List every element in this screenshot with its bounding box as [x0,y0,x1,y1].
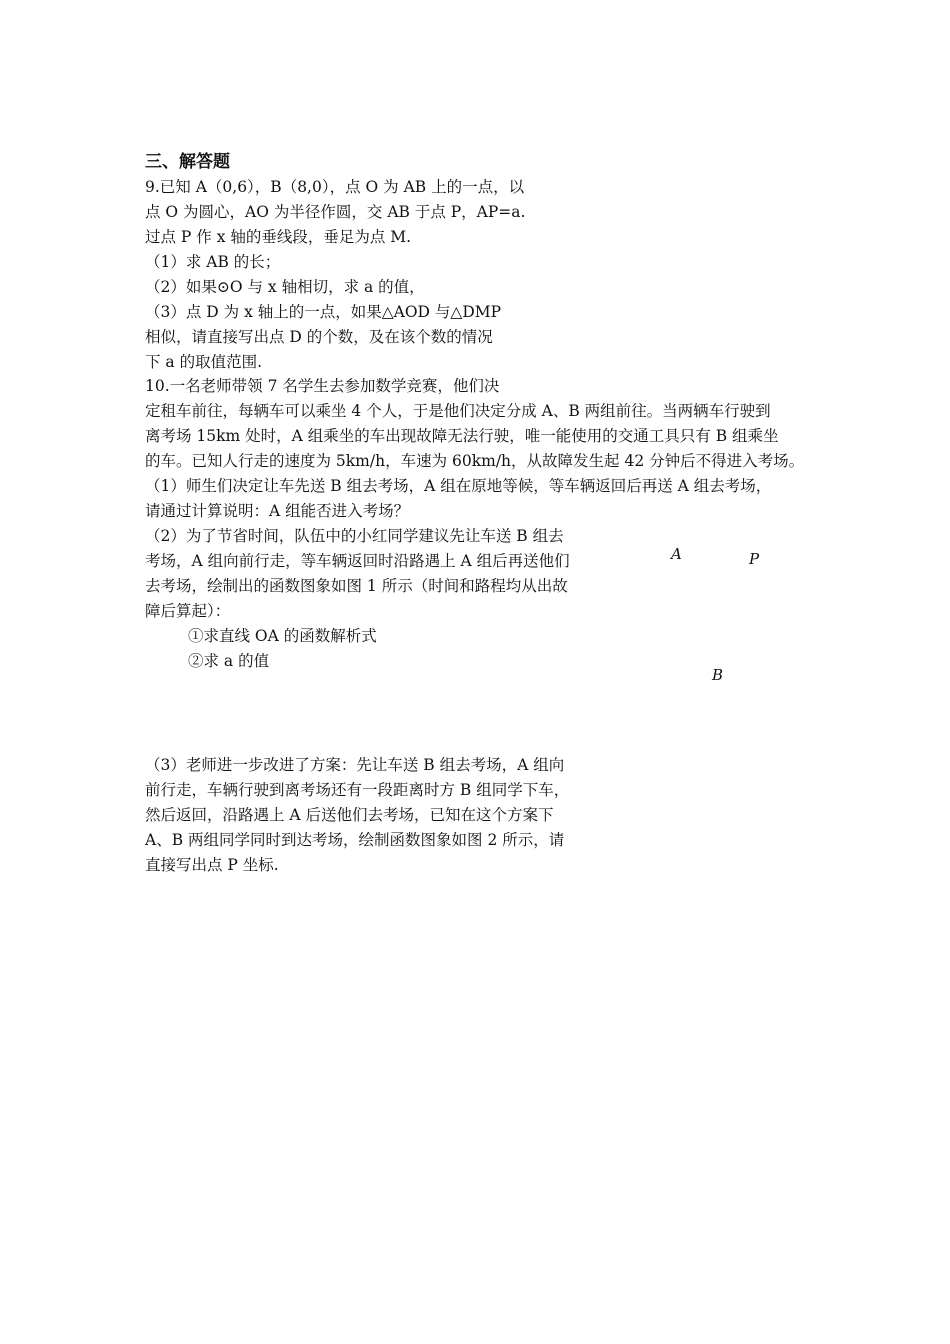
problem-9-line-3: 过点 P 作 x 轴的垂线段，垂足为点 M. [145,228,412,246]
problem-10-line-4: 的车。已知人行走的速度为 5km/h，车速为 60km/h，从故障发生起 42 分钟后不得进入考场。 [145,452,805,470]
problem-10-part-1-cont: 请通过计算说明：A 组能否进入考场？ [145,502,410,520]
problem-10-part-2-sub-1: ①求直线 OA 的函数解析式 [188,627,377,645]
problem-10-part-3-line-5: 直接写出点 P 坐标. [145,856,279,874]
problem-9-line-2: 点 O 为圆心，AO 为半径作圆，交 AB 于点 P，AP=a. [145,203,526,221]
figure-label-b: B [712,666,724,684]
figure-label-a: A [671,545,682,563]
problem-10-part-2-sub-2: ②求 a 的值 [188,652,270,670]
figure-label-p: P [749,550,760,568]
problem-10-line-2: 定租车前往，每辆车可以乘坐 4 个人，于是他们决定分成 A、B 两组前往。当两辆车行驶到 [145,402,771,420]
problem-10-part-3-line-2: 前行走，车辆行驶到离考场还有一段距离时方 B 组同学下车， [145,781,570,799]
problem-10-line-1: 10.一名老师带领 7 名学生去参加数学竞赛，他们决 [145,377,500,395]
problem-10-part-2-line-2: 考场，A 组向前行走，等车辆返回时沿路遇上 A 组后再送他们 [145,552,570,570]
problem-9-part-1: （1）求 AB 的长； [145,253,281,271]
problem-10-line-3: 离考场 15km 处时，A 组乘坐的车出现故障无法行驶，唯一能使用的交通工具只有 B 组乘坐 [145,427,779,445]
problem-10-part-1: （1）师生们决定让车先送 B 组去考场，A 组在原地等候，等车辆返回后再送 A 组去考场， [145,477,772,495]
problem-9-part-3-cont: 相似，请直接写出点 D 的个数，及在该个数的情况 [145,328,493,346]
section-title: 三、解答题 [145,152,230,172]
problem-10-part-2: （2）为了节省时间，队伍中的小红同学建议先让车送 B 组去 [145,527,564,545]
problem-10-part-3-line-3: 然后返回，沿路遇上 A 后送他们去考场，已知在这个方案下 [145,806,554,824]
problem-10-part-3-line-4: A、B 两组同学同时到达考场，绘制函数图象如图 2 所示，请 [145,831,565,849]
problem-10-part-2-line-3: 去考场，绘制出的函数图象如图 1 所示（时间和路程均从出故 [145,577,568,595]
problem-10-part-3: （3）老师进一步改进了方案：先让车送 B 组去考场，A 组向 [145,756,565,774]
problem-9-part-3: （3）点 D 为 x 轴上的一点，如果△AOD 与△DMP [145,303,502,321]
problem-9-line-1: 9.已知 A（0,6），B（8,0），点 O 为 AB 上的一点，以 [145,178,525,196]
problem-10-part-2-line-4: 障后算起）： [145,602,231,620]
problem-9-part-3-end: 下 a 的取值范围. [145,353,263,371]
problem-9-part-2: （2）如果⊙O 与 x 轴相切，求 a 的值， [145,278,425,296]
